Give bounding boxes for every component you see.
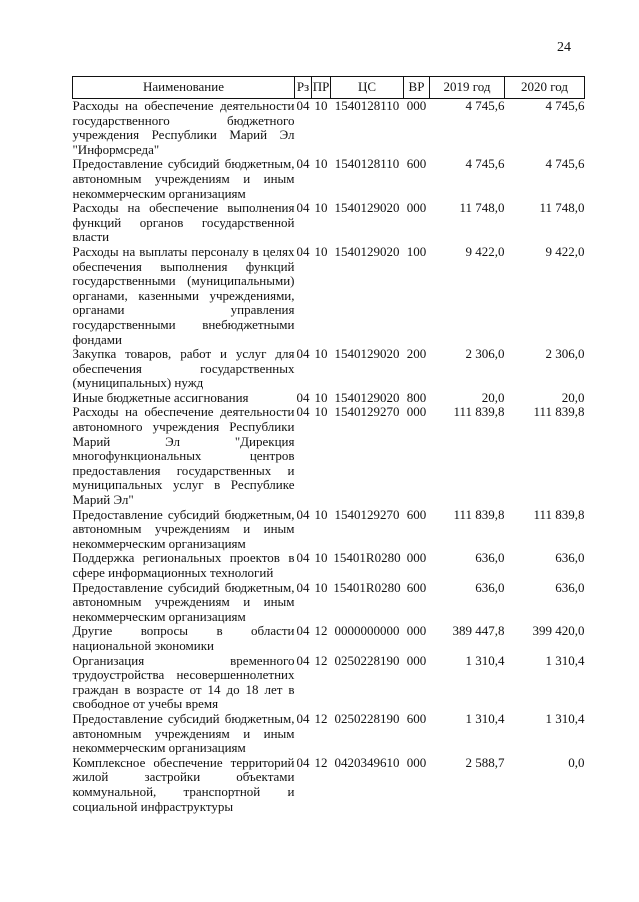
row-vr: 100 — [406, 243, 427, 259]
row-pr: 10 — [314, 346, 328, 362]
row-cs: 1540128110 — [334, 98, 400, 113]
table-body — [73, 99, 585, 815]
row-2020-value: 111 839,8 — [533, 404, 585, 420]
row-name: Поддержка региональных проектов в сфере информационных технологий — [72, 550, 295, 580]
page-number: 24 — [557, 40, 571, 55]
table-row — [73, 347, 585, 391]
row-name: Предоставление субсидий бюджетным, автономным учреждениям и иным некоммерческим организациям — [72, 579, 295, 624]
row-rz: 04 — [296, 200, 310, 216]
row-2020-value: 1 310,4 — [545, 652, 585, 668]
table-row — [73, 245, 585, 347]
header-2019: 2019 год — [430, 77, 505, 99]
row-2020-value: 111 839,8 — [533, 506, 585, 522]
table-row — [73, 712, 585, 756]
row-rz: 04 — [296, 156, 310, 172]
row-rz: 04 — [296, 346, 310, 362]
row-cs: 0250228190 — [334, 710, 400, 726]
row-2019-value: 111 839,8 — [453, 404, 505, 420]
row-vr: 000 — [406, 550, 427, 566]
row-name: Расходы на обеспечение выполнения функций органов государственной власти — [72, 200, 295, 245]
row-2019-value: 111 839,8 — [453, 506, 505, 522]
row-vr: 000 — [406, 200, 427, 216]
row-name: Иные бюджетные ассигнования — [72, 389, 249, 405]
row-cs: 1540129270 — [334, 404, 400, 420]
row-vr: 800 — [406, 389, 427, 405]
row-2019-value: 636,0 — [475, 579, 505, 595]
row-cs: 1540129020 — [334, 243, 400, 259]
row-2020-value: 4 745,6 — [545, 98, 585, 113]
row-pr: 12 — [314, 754, 328, 770]
row-rz: 04 — [296, 579, 310, 595]
row-rz: 04 — [296, 404, 310, 420]
row-name: Предоставление субсидий бюджетным, автономным учреждениям и иным некоммерческим организациям — [72, 506, 295, 551]
row-2020-value: 399 420,0 — [532, 623, 585, 639]
row-2020-value: 636,0 — [555, 579, 585, 595]
row-rz: 04 — [296, 389, 310, 405]
row-vr: 600 — [406, 506, 427, 522]
row-name: Другие вопросы в области национальной экономики — [72, 623, 295, 653]
header-pr: ПР — [312, 77, 331, 99]
row-rz: 04 — [296, 710, 310, 726]
header-rz: Рз — [295, 77, 312, 99]
row-name: Организация временного трудоустройства несовершеннолетних граждан в возрасте от 14 до 18 лет в свободное от учебы время — [72, 652, 295, 712]
table-row — [73, 99, 585, 158]
table-row — [73, 654, 585, 712]
row-2019-value: 4 745,6 — [465, 98, 505, 113]
table-header-row — [73, 77, 585, 99]
row-vr: 200 — [406, 346, 427, 362]
row-pr: 10 — [314, 243, 328, 259]
row-rz: 04 — [296, 754, 310, 770]
row-rz: 04 — [296, 550, 310, 566]
row-cs: 15401R0280 — [333, 579, 401, 595]
row-2019-value: 4 745,6 — [465, 156, 505, 172]
row-cs: 1540128110 — [334, 156, 400, 172]
row-cs: 1540129020 — [334, 389, 400, 405]
header-name: Наименование — [73, 77, 295, 99]
row-cs: 1540129270 — [334, 506, 400, 522]
row-2019-value: 636,0 — [475, 550, 505, 566]
row-name: Комплексное обеспечение территорий жилой застройки объектами коммунальной, транспортной и социальной инфраструктуры — [72, 754, 295, 814]
table-row — [73, 508, 585, 552]
row-2019-value: 2 588,7 — [465, 754, 505, 770]
row-pr: 10 — [314, 579, 328, 595]
table-row — [73, 157, 585, 201]
row-cs: 0000000000 — [334, 623, 400, 639]
row-pr: 10 — [314, 389, 328, 405]
header-2020: 2020 год — [505, 77, 585, 99]
row-vr: 000 — [406, 652, 427, 668]
row-pr: 10 — [314, 156, 328, 172]
row-2019-value: 20,0 — [481, 389, 505, 405]
row-2020-value: 20,0 — [561, 389, 585, 405]
row-rz: 04 — [296, 623, 310, 639]
row-name: Расходы на обеспечение деятельности государственного бюджетного учреждения Республики Марий Эл "Информсреда" — [72, 98, 295, 157]
row-2019-value: 389 447,8 — [452, 623, 505, 639]
row-2020-value: 0,0 — [568, 754, 585, 770]
row-name: Закупка товаров, работ и услуг для обеспечения государственных (муниципальных) нужд — [72, 346, 295, 391]
table-row — [73, 624, 585, 653]
row-vr: 600 — [406, 579, 427, 595]
row-cs: 15401R0280 — [333, 550, 401, 566]
row-pr: 12 — [314, 652, 328, 668]
row-cs: 1540129020 — [334, 346, 400, 362]
row-pr: 10 — [314, 506, 328, 522]
row-vr: 000 — [406, 404, 427, 420]
row-2020-value: 1 310,4 — [545, 710, 585, 726]
row-2019-value: 1 310,4 — [465, 710, 505, 726]
row-pr: 12 — [314, 623, 328, 639]
row-cs: 1540129020 — [334, 200, 400, 216]
row-vr: 000 — [406, 623, 427, 639]
row-name: Предоставление субсидий бюджетным, автономным учреждениям и иным некоммерческим организациям — [72, 710, 295, 756]
row-2019-value: 2 306,0 — [465, 346, 505, 362]
table-row — [73, 405, 585, 507]
table-row — [73, 756, 585, 814]
row-pr: 10 — [314, 98, 328, 113]
row-vr: 000 — [406, 98, 427, 113]
row-rz: 04 — [296, 506, 310, 522]
row-rz: 04 — [296, 652, 310, 668]
row-pr: 10 — [314, 200, 328, 216]
row-name: Предоставление субсидий бюджетным, автономным учреждениям и иным некоммерческим организациям — [72, 156, 295, 201]
row-2019-value: 11 748,0 — [459, 200, 505, 216]
row-pr: 12 — [314, 710, 328, 726]
row-cs: 0420349610 — [334, 754, 400, 770]
row-cs: 0250228190 — [334, 652, 400, 668]
row-2020-value: 636,0 — [555, 550, 585, 566]
row-vr: 600 — [406, 156, 427, 172]
row-name: Расходы на обеспечение деятельности автономного учреждения Республики Марий Эл "Дирекция многофункциональных центров предоставления государственных и муниципальных услуг в Республике Марий Эл" — [72, 404, 295, 508]
row-2019-value: 1 310,4 — [465, 652, 505, 668]
header-vr: ВР — [404, 77, 430, 99]
header-cs: ЦС — [331, 77, 404, 99]
row-2019-value: 9 422,0 — [465, 243, 505, 259]
budget-table — [72, 76, 585, 814]
row-2020-value: 4 745,6 — [545, 156, 585, 172]
row-2020-value: 11 748,0 — [539, 200, 585, 216]
table-row — [73, 551, 585, 580]
row-rz: 04 — [296, 243, 310, 259]
table-row — [73, 201, 585, 245]
row-name: Расходы на выплаты персоналу в целях обеспечения выполнения функций государственными (муниципальными) органами, казенными учреждениями, органами управления государственными внебюджетными фондами — [72, 243, 295, 347]
row-pr: 10 — [314, 550, 328, 566]
row-vr: 000 — [406, 754, 427, 770]
row-2020-value: 2 306,0 — [545, 346, 585, 362]
row-pr: 10 — [314, 404, 328, 420]
row-vr: 600 — [406, 710, 427, 726]
table-row — [73, 581, 585, 625]
row-2020-value: 9 422,0 — [545, 243, 585, 259]
table-row — [73, 391, 585, 406]
row-rz: 04 — [296, 98, 310, 113]
